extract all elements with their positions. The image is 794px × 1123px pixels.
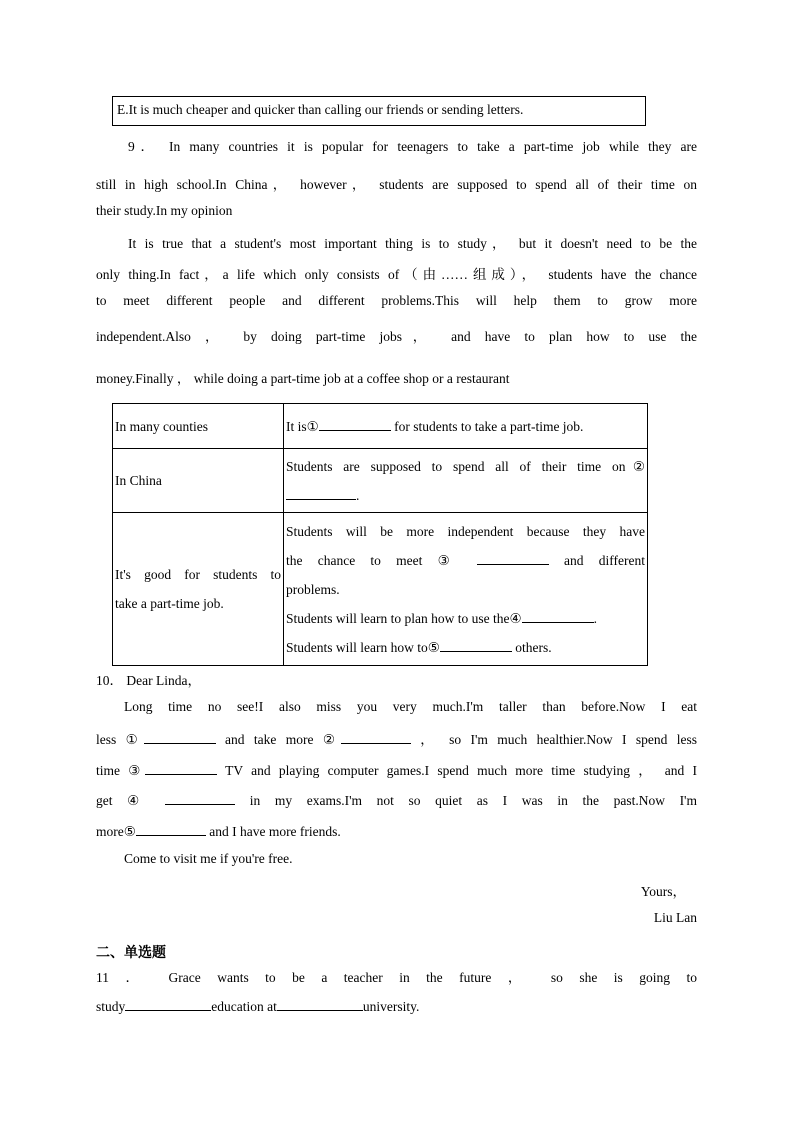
cell-text: Students will learn how to⑤ [286,639,440,655]
cell-text: for students to take a part-time job. [394,418,584,434]
q9-line-7: independent.Also ， by doing part-time jobs， and have to plan how to use the [96,329,697,344]
question-text: study [96,999,126,1014]
cell-text: Students will be more independent because they have [286,523,645,539]
letter-text: more⑤ [96,824,136,839]
q9-line-4: It is true that a student's most important thing is to study， but it doesn't need to be the [128,236,697,251]
q9-line-3: their study.In my opinion [96,203,233,218]
q9-line-2: still in high school.In China， however， students are supposed to spend all of their time on [96,177,697,192]
table-row [113,404,648,449]
q9-line-5: only thing.In fact，a life which only consists of（由……组成）， students have the chance [96,267,697,282]
table-row [113,513,648,666]
letter-text: less ① [96,732,144,747]
cell-text: . [593,610,597,626]
cell-text: and different [564,552,645,568]
letter-text: ， so I'm much healthier.Now I spend less [420,732,697,747]
q9-line-6: to meet different people and different problems.This will help them to grow more [96,293,697,308]
letter-blank-2[interactable] [341,729,411,744]
q11-blank-1[interactable] [125,996,211,1011]
table-cell-content [284,404,648,449]
letter-blank-3[interactable] [145,760,217,775]
q11-line-1: 11 ． Grace wants to be a teacher in the future ， so she is going to [96,970,697,985]
q9-line-8: money.Finally ， while doing a part-time job at a coffee shop or a restaurant [96,371,510,386]
answer-blank-5[interactable] [440,637,512,652]
q9-line-1: 9． In many countries it is popular for teenagers to take a part-time job while they are [128,139,697,154]
cell-text: others. [515,639,552,655]
answer-blank-4[interactable] [522,608,594,623]
section-heading: 二、单选题 [96,945,166,961]
cell-text: . [356,487,360,503]
table-cell-label [113,513,284,666]
q10-greeting: 10． Dear Linda， [96,673,201,688]
letter-text: time ③ [96,763,146,778]
q10-line-4 [96,790,697,809]
q10-line-5 [96,821,341,840]
table-cell-label: In China [113,449,284,513]
letter-blank-1[interactable] [144,729,216,744]
letter-blank-4[interactable] [165,790,235,805]
q11-line-2 [96,996,419,1015]
cell-text: Students are supposed to spend all of their time on② [286,458,645,474]
letter-text: in my exams.I'm not so quiet as I was in the past.Now I'm [249,793,697,808]
q10-line-1: Long time no see!I also miss you very much.I'm taller than before.Now I eat [124,699,697,714]
letter-blank-5[interactable] [136,821,206,836]
cell-blank-line [286,481,645,510]
cell-text: Students will learn to plan how to use the④ [286,610,522,626]
letter-text: and take more ② [225,732,341,747]
cell-blank-line [286,633,645,662]
cell-blank-line [286,604,645,633]
cell-text: problems. [286,581,340,597]
letter-text: get ④ [96,793,151,808]
table-cell-content [284,513,648,666]
cell-text: take a part-time job. [115,596,224,611]
q10-closing-line: Come to visit me if you're free. [124,851,293,866]
letter-text: TV and playing computer games.I spend much more time studying ， and I [225,763,697,778]
question-text: education at [211,999,277,1014]
cell-blank-line [286,546,645,575]
q10-line-2 [96,728,697,748]
table-cell-label: In many counties [113,404,284,449]
q9-table [112,403,648,666]
q10-line-3 [96,759,697,779]
cell-text: It is① [286,418,319,434]
q10-signature: Liu Lan [653,910,697,925]
option-e-box [112,96,646,126]
q10-sign-off: Yours， [640,884,686,899]
table-row [113,449,648,513]
letter-text: and I have more friends. [209,824,341,839]
answer-blank-3[interactable] [477,550,549,565]
table-cell-content [284,449,648,513]
option-e-text: E.It is much cheaper and quicker than calling our friends or sending letters. [117,102,524,117]
cell-text: the chance to meet ③ [286,552,462,568]
answer-blank-1[interactable] [319,416,391,431]
question-text: university. [362,999,420,1014]
answer-blank-2[interactable] [286,485,356,500]
q11-blank-2[interactable] [277,996,363,1011]
cell-text: It's good for students to [115,567,281,582]
